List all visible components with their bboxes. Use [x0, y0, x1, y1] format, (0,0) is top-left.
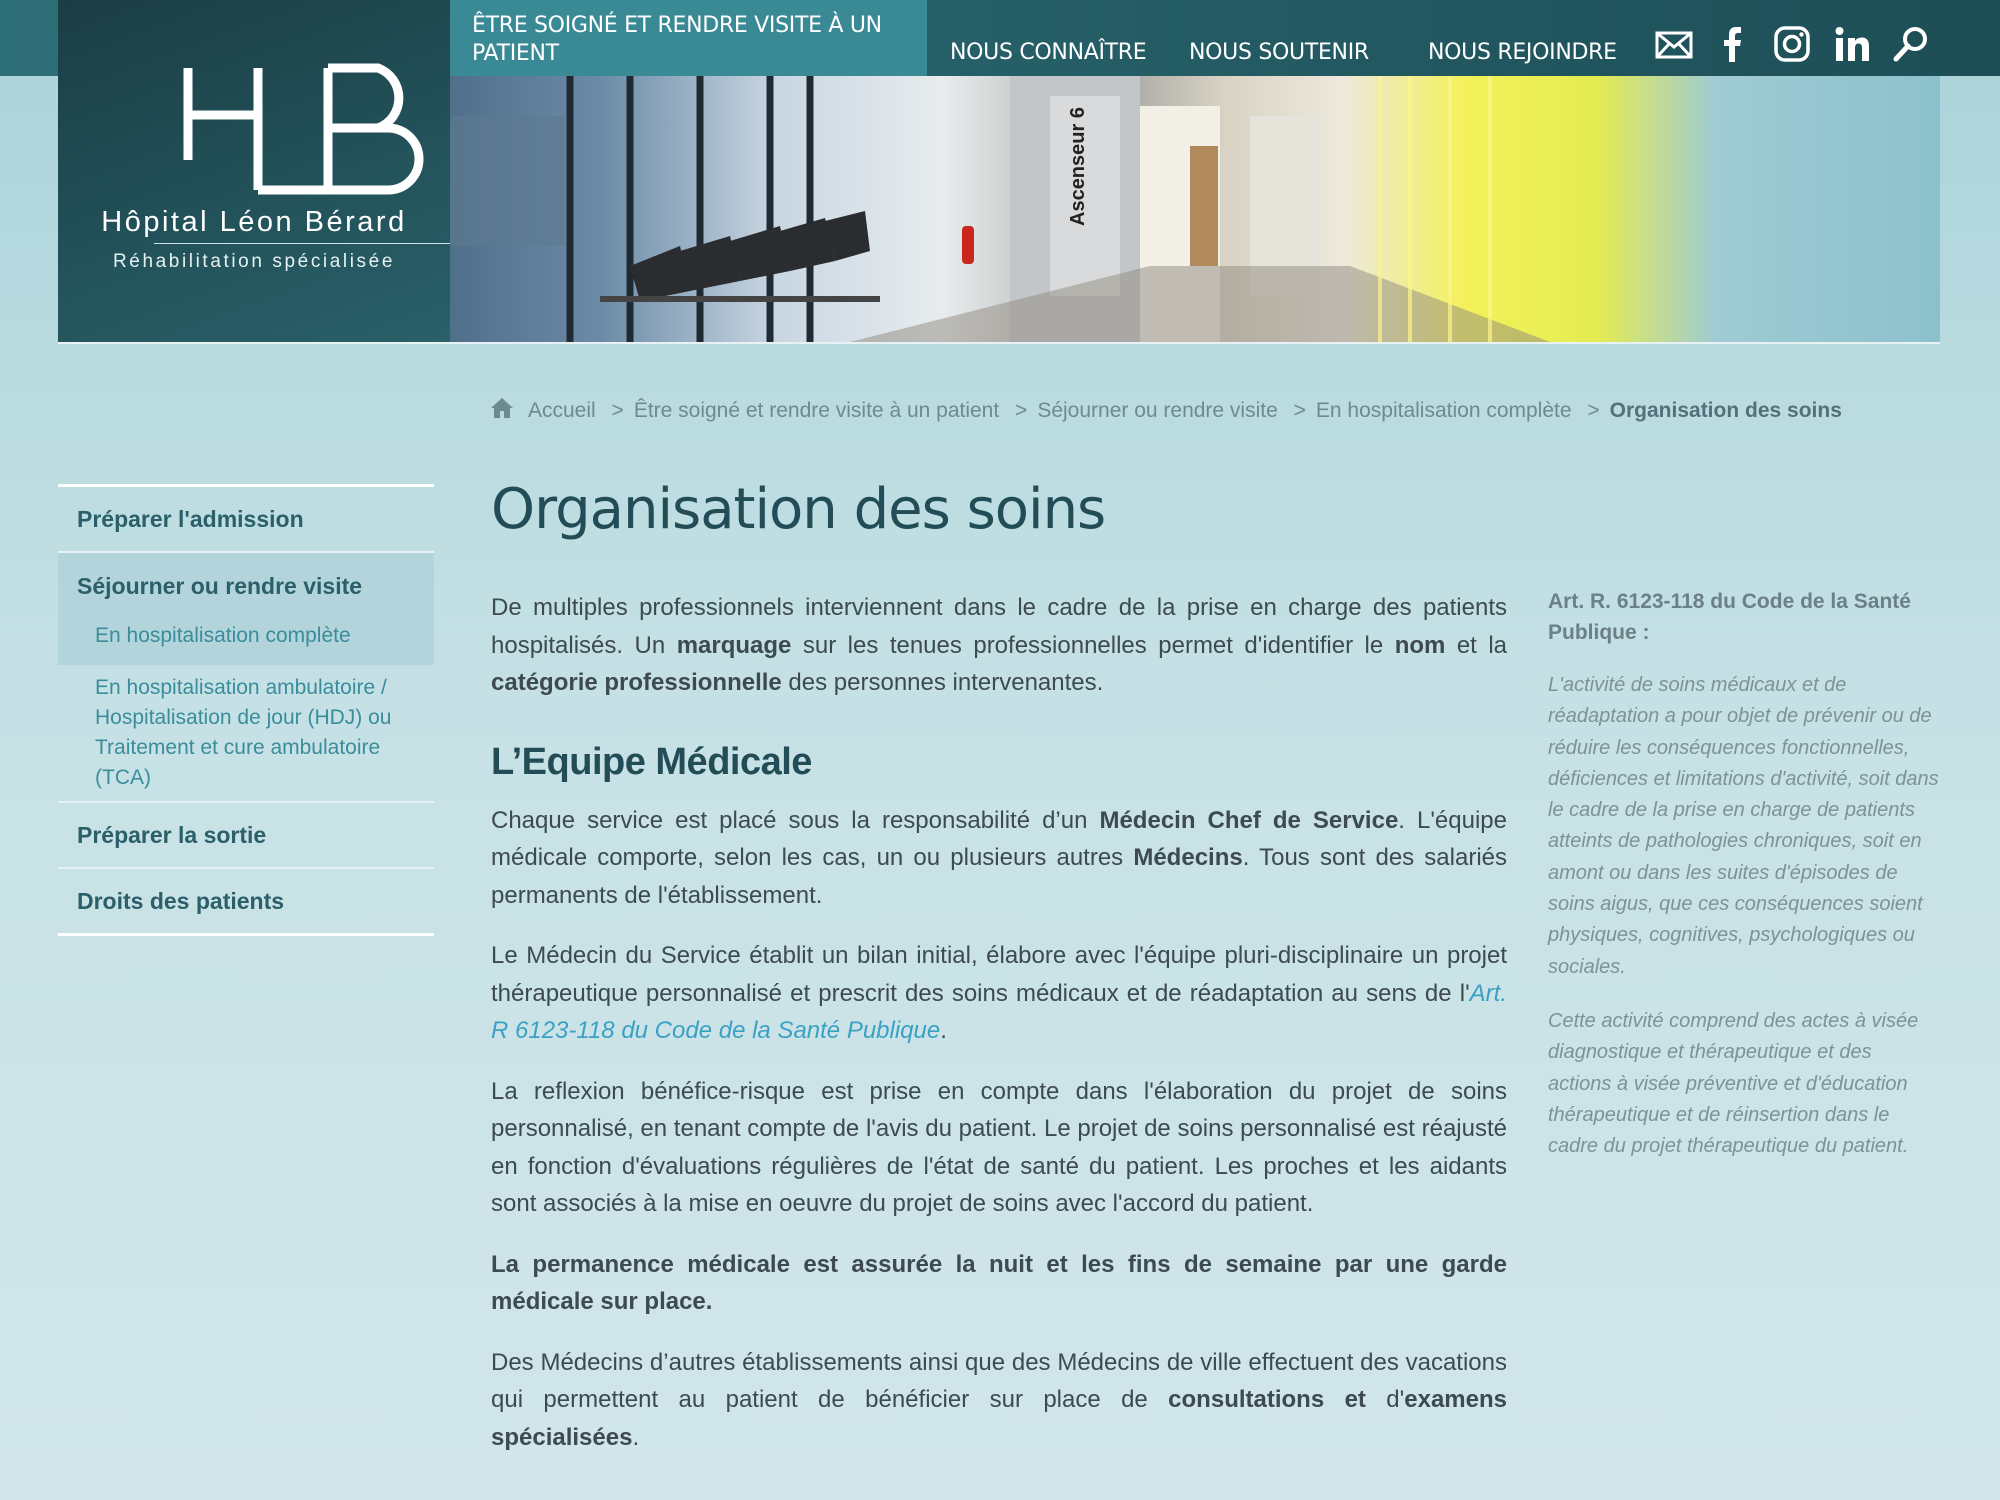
sidebar-item-preparer-sortie[interactable]: Préparer la sortie [58, 803, 434, 869]
paragraph-benefice-risque: La reflexion bénéfice-risque est prise en compte dans l'élaboration du projet de soins personnalisé, en tenant compte de l'avis du patient. Le projet de soins personnalisé est réajusté en fonction d'évaluations régulières de l'état de santé du patient. Les proches et les aidants sont associés à la mise en oeuvre du projet de soins avec l'accord du patient. [491, 1077, 1507, 1217]
breadcrumb-item-sejourner[interactable]: Séjourner ou rendre visite [1037, 399, 1278, 422]
linkedin-icon[interactable] [1832, 24, 1872, 64]
logo-divider [154, 243, 470, 244]
breadcrumb-home[interactable]: Accueil [528, 399, 596, 422]
breadcrumb [490, 396, 1852, 426]
main-content [491, 470, 1507, 1456]
instagram-icon[interactable] [1772, 24, 1812, 64]
elevator-sign: Ascenseur 6 [1067, 107, 1089, 226]
sidebar-group-sejourner [58, 553, 434, 665]
sidebar-item-droits-patients[interactable]: Droits des patients [77, 888, 285, 914]
sidebar-item-sejourner[interactable]: Séjourner ou rendre visite [77, 573, 363, 599]
hero-image [450, 76, 1940, 342]
legal-note-title: Art. R. 6123-118 du Code de la Santé Publique : [1548, 590, 1911, 644]
home-icon[interactable] [490, 396, 514, 420]
sidebar-bottom-border [58, 933, 434, 936]
sidebar-item-preparer-admission[interactable]: Préparer l'admission [58, 487, 434, 553]
site-logo[interactable] [58, 0, 450, 342]
intro-paragraph: De multiples professionnels interviennent dans le cadre de la prise en charge des patients hospitalisés. Un marquage sur les tenues professionnelles permet d'identifier le nom et la catégorie professionnelle des personnes intervenantes. [491, 594, 1507, 696]
logo-hospital-name: Hôpital Léon Bérard [101, 206, 407, 238]
sidebar-subitem-hospitalisation-complete[interactable]: En hospitalisation complète [95, 624, 351, 647]
sidebar-subitem-hospitalisation-ambulatoire[interactable]: En hospitalisation ambulatoire / Hospitalisation de jour (HDJ) ou Traitement et cure ambulatoire (TCA) [58, 665, 434, 803]
breadcrumb-item-hospitalisation[interactable]: En hospitalisation complète [1315, 399, 1572, 422]
hlb-logo-mark [178, 60, 448, 200]
section-title: L’Equipe Médicale [491, 740, 812, 783]
legal-note-paragraph-2: Cette activité comprend des actes à visée diagnostique et thérapeutique et des actions à visée préventive et d'éducation thérapeutique et de réinsertion dans le cadre du projet thérapeutique du patient. [1548, 1009, 1919, 1158]
search-icon[interactable] [1891, 24, 1931, 64]
nav-item-etre-soigne[interactable] [450, 0, 927, 76]
hero-corridor-illustration [450, 76, 1940, 342]
paragraph-responsable: Chaque service est placé sous la responsabilité d’un Médecin Chef de Service. L'équipe médicale comporte, selon les cas, un ou plusieurs autres Médecins. Tous sont des salariés permanents de l'établissement. [491, 806, 1508, 909]
breadcrumb-item-etre-soigne[interactable]: Être soigné et rendre visite à un patient [633, 399, 1000, 422]
nav-item-nous-soutenir[interactable]: NOUS SOUTENIR [1189, 40, 1369, 65]
nav-item-label: ÊTRE SOIGNÉ ET RENDRE VISITE À UN PATIENT [472, 13, 882, 66]
paragraph-permanence: La permanence médicale est assurée la nuit et les fins de semaine par une garde médicale sur place. [491, 1250, 1507, 1315]
hero-divider [58, 342, 1940, 344]
logo-subtitle: Réhabilitation spécialisée [112, 251, 395, 272]
legal-note-paragraph-1: L'activité de soins médicaux et de réadaptation a pour objet de prévenir ou de réduire les conséquences fonctionnelles, déficiences et limitations d'activité, soit dans le cadre de la prise en charge de patients atteints de pathologies chroniques, soit en amont ou dans les suites d'épisodes de soins aigus, que ces conséquences soient physiques, cognitives, psychologiques ou sociales. [1548, 674, 1939, 978]
nav-item-nous-connaitre[interactable]: NOUS CONNAÎTRE [950, 40, 1147, 65]
sidebar-legal-note [1548, 586, 1940, 1162]
mail-icon[interactable] [1654, 24, 1694, 64]
breadcrumb-separator: > [1293, 399, 1306, 422]
paragraph-vacations: Des Médecins d’autres établissements ainsi que des Médecins de ville effectuent des vacations qui permettent au patient de bénéficier sur place de consultations et d'examens spécialisées. [491, 1348, 1507, 1451]
breadcrumb-separator: > [1587, 399, 1600, 422]
sidebar-nav [58, 484, 434, 936]
code-sante-link[interactable]: Art. R 6123-118 du Code de la Santé Publique [491, 979, 1507, 1044]
nav-item-nous-rejoindre[interactable]: NOUS REJOINDRE [1428, 40, 1617, 65]
facebook-icon[interactable] [1712, 24, 1752, 64]
page-title: Organisation des soins [491, 477, 1106, 542]
breadcrumb-separator: > [611, 399, 624, 422]
paragraph-bilan: Le Médecin du Service établit un bilan initial, élabore avec l'équipe pluri-disciplinaire un projet thérapeutique personnalisé et prescrit des soins médicaux et de réadaptation au sens de l'Art. R 6123-118 du Code de la Santé Publique. [491, 942, 1507, 1044]
breadcrumb-separator: > [1015, 399, 1028, 422]
breadcrumb-current: Organisation des soins [1609, 399, 1842, 422]
